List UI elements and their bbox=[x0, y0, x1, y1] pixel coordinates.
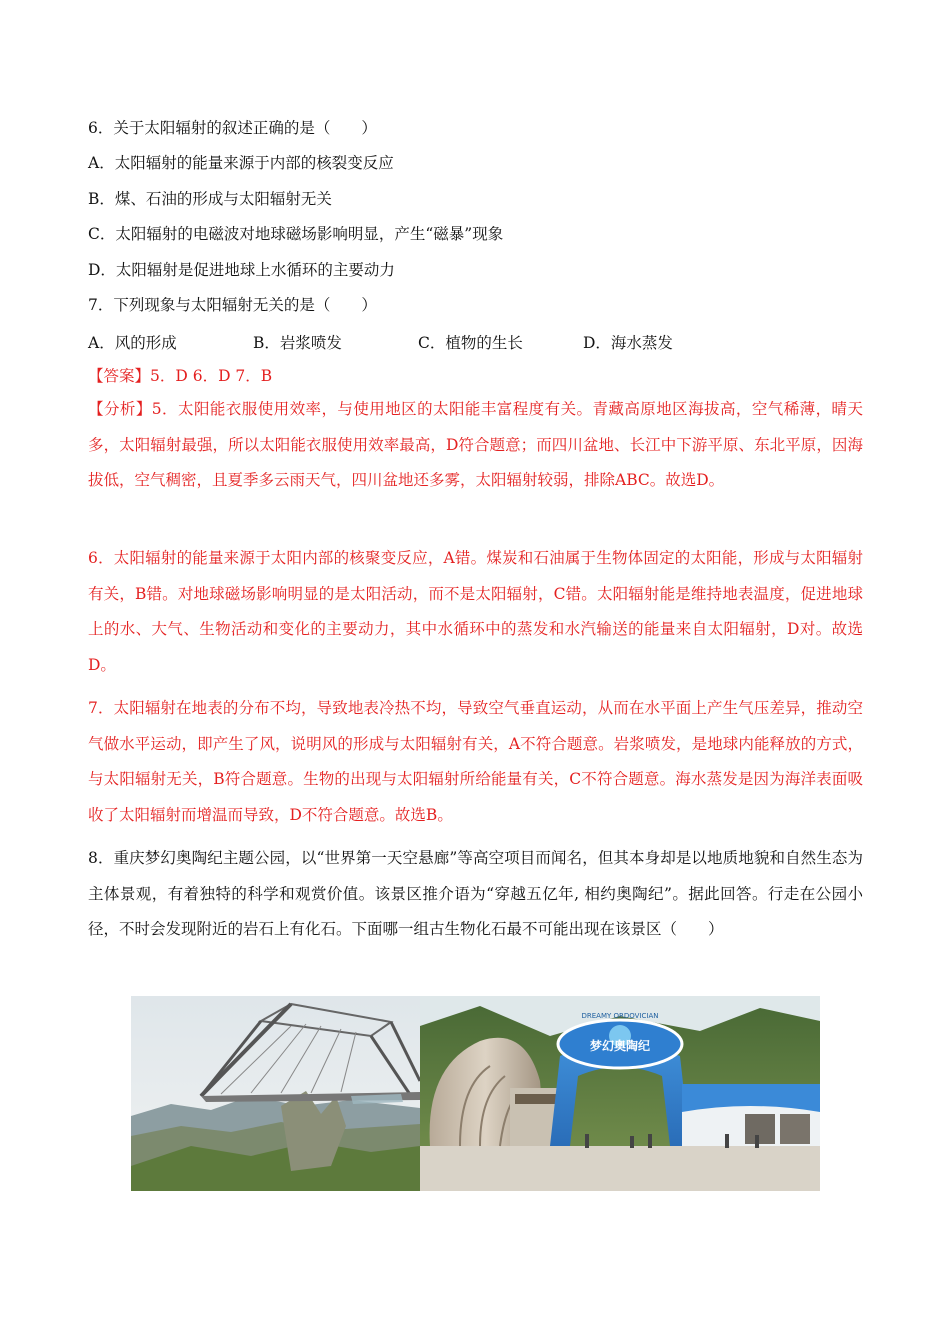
gate-sign-text: 梦幻奥陶纪 bbox=[589, 1039, 651, 1053]
question-6-option-b: B．煤、石油的形成与太阳辐射无关 bbox=[88, 190, 332, 208]
sky-corridor-photo bbox=[131, 996, 420, 1191]
question-7-option-d: D．海水蒸发 bbox=[583, 334, 673, 352]
question-7-option-b: B．岩浆喷发 bbox=[253, 334, 342, 352]
gate-arch-text: DREAMY ORDOVICIAN bbox=[581, 1012, 659, 1020]
question-6-option-c: C．太阳辐射的电磁波对地球磁场影响明显，产生“磁暴”现象 bbox=[88, 225, 504, 243]
question-6-option-a: A．太阳辐射的能量来源于内部的核裂变反应 bbox=[88, 154, 394, 172]
analysis-7: 7．太阳辐射在地表的分布不均，导致地表冷热不均，导致空气垂直运动，从而在水平面上产生气压差异，推动空气做水平运动，即产生了风，说明风的形成与太阳辐射有关，A不符合题意。岩浆喷发，是地球内能释放的方式，与太阳辐射无关，B符合题意。生物的出现与太阳辐射所给能量有关，C不符合题意。海水蒸发是因为海洋表面吸收了太阳辐射而增温而导致，D不符合题意。故选B。 bbox=[88, 699, 863, 824]
question-6-stem: 6．关于太阳辐射的叙述正确的是（ ） bbox=[88, 119, 377, 137]
question-8-stem: 8．重庆梦幻奥陶纪主题公园，以“世界第一天空悬廊”等高空项目而闻名，但其本身却是以地质地貌和自然生态为主体景观，有着独特的科学和观赏价值。该景区推介语为“穿越五亿年, 相约奥陶纪”。据此回答。行走在公园小径，不时会发现附近的岩石上有化石。下面哪一组古生物化石最不可能出现在该景区（ ） bbox=[88, 849, 863, 938]
question-7-option-c: C．植物的生长 bbox=[418, 334, 523, 352]
analysis-6: 6．太阳辐射的能量来源于太阳内部的核聚变反应，A错。煤炭和石油属于生物体固定的太阳能，形成与太阳辐射有关，B错。对地球磁场影响明显的是太阳活动，而不是太阳辐射，C错。太阳辐射能是维持地表温度，促进地球上的水、大气、生物活动和变化的主要动力，其中水循环中的蒸发和水汽输送的能量来自太阳辐射，D对。故选D。 bbox=[88, 549, 863, 674]
question-7-stem: 7．下列现象与太阳辐射无关的是（ ） bbox=[88, 296, 377, 314]
question-6-option-d: D．太阳辐射是促进地球上水循环的主要动力 bbox=[88, 261, 395, 279]
scenic-photos bbox=[131, 996, 820, 1191]
question-7-option-a: A．风的形成 bbox=[88, 334, 177, 352]
ticket-building bbox=[682, 1084, 820, 1146]
answer-line: 【答案】5．D 6．D 7．B bbox=[88, 367, 273, 385]
analysis-5: 【分析】5．太阳能衣服使用效率，与使用地区的太阳能丰富程度有关。青藏高原地区海拔高，空气稀薄，晴天多，太阳辐射最强，所以太阳能衣服使用效率最高，D符合题意；而四川盆地、长江中下游平原、东北平原，因海拔低，空气稠密，且夏季多云雨天气，四川盆地还多雾，太阳辐射较弱，排除ABC。故选D。 bbox=[88, 400, 863, 489]
park-gate-photo bbox=[420, 996, 820, 1191]
